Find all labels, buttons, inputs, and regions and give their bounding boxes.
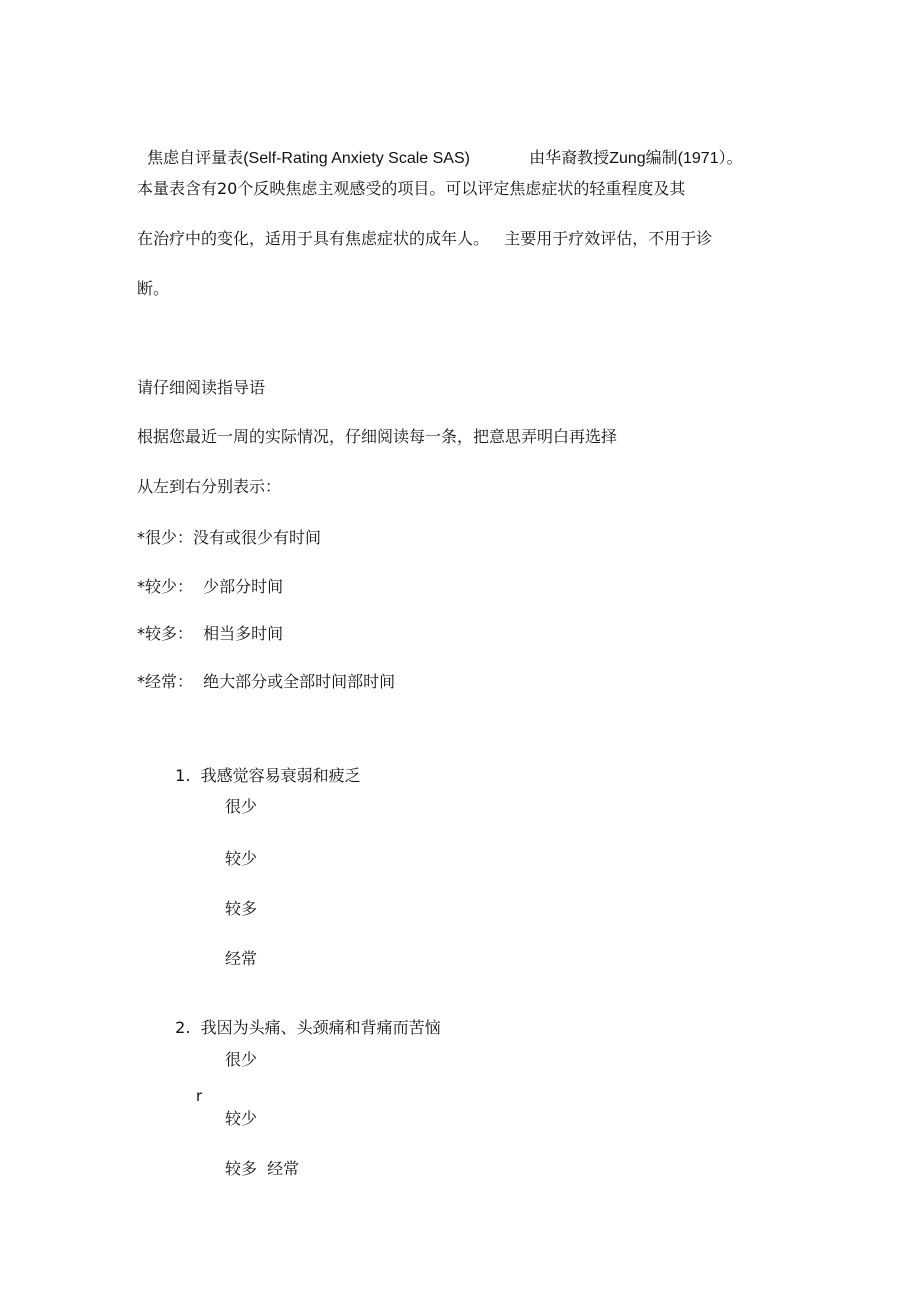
legend-often: *较多： 相当多时间 [137, 624, 284, 643]
q1-option-sometimes[interactable]: 较少 [225, 849, 258, 868]
legend-intro: 从左到右分别表示： [137, 477, 282, 496]
publication-year: (1971）。 [677, 150, 743, 167]
intro-author-line [519, 128, 743, 169]
question-number: 2. [175, 1018, 191, 1037]
author-name: Zung [609, 150, 646, 167]
q2-option-sometimes[interactable]: 较少 [225, 1109, 258, 1128]
question-2 [165, 998, 441, 1038]
legend-always: *经常： 绝大部分或全部时间部时间 [137, 672, 396, 691]
question-text: 我感觉容易衰弱和疲乏 [200, 766, 361, 785]
question-1 [165, 746, 361, 786]
q1-option-rarely[interactable]: 很少 [225, 797, 258, 816]
intro-paragraph-line-2: 在治疗中的变化，适用于具有焦虑症状的成年人。 主要用于疗效评估，不用于诊 [137, 229, 713, 248]
q1-option-often[interactable]: 较多 [225, 899, 258, 918]
stray-mark: r [196, 1087, 203, 1105]
author-suffix: 编制 [645, 148, 678, 167]
scale-title-en: (Self-Rating Anxiety Scale SAS) [243, 150, 470, 167]
guide-heading: 请仔细阅读指导语 [137, 378, 266, 397]
author-prefix: 由华裔教授 [529, 148, 610, 167]
intro-paragraph-line-1: 本量表含有20个反映焦虑主观感受的项目。可以评定焦虑症状的轻重程度及其 [137, 179, 686, 198]
scale-title-cn: 焦虑自评量表 [147, 148, 244, 167]
legend-sometimes: *较少： 少部分时间 [137, 577, 284, 596]
question-text: 我因为头痛、头颈痛和背痛而苦恼 [200, 1018, 441, 1037]
q1-option-always[interactable]: 经常 [225, 949, 258, 968]
guide-instruction: 根据您最近一周的实际情况，仔细阅读每一条，把意思弄明白再选择 [137, 427, 618, 446]
legend-rarely: *很少：没有或很少有时间 [137, 528, 322, 547]
question-number: 1. [175, 766, 191, 785]
q2-option-often-always[interactable]: 较多 经常 [225, 1159, 300, 1178]
intro-title-line [137, 128, 470, 169]
q2-option-rarely[interactable]: 很少 [225, 1050, 258, 1069]
intro-paragraph-line-3: 断。 [137, 279, 170, 298]
